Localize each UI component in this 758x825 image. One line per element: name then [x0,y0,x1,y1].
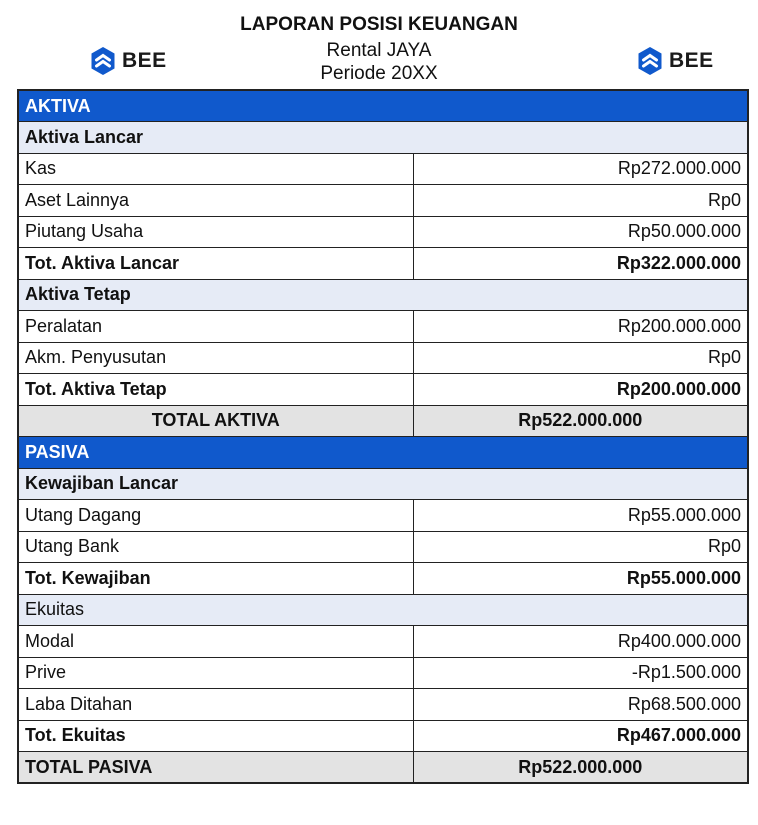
section-label: AKTIVA [18,90,748,122]
table-row [18,216,748,248]
row-label: Aset Lainnya [18,185,413,217]
row-label: Piutang Usaha [18,216,413,248]
table-row [18,657,748,689]
subtotal-row [18,248,748,280]
subtotal-row [18,374,748,406]
report-title: LAPORAN POSISI KEUANGAN [240,14,518,35]
subtotal-value: Rp322.000.000 [413,248,748,280]
section-aktiva [18,90,748,122]
table-row [18,689,748,721]
table-row [18,500,748,532]
report-header [0,0,758,90]
table-row [18,311,748,343]
table-row [18,185,748,217]
row-value: Rp0 [413,531,748,563]
subtotal-value: Rp55.000.000 [413,563,748,595]
row-value: Rp68.500.000 [413,689,748,721]
subtotal-label: Tot. Aktiva Tetap [18,374,413,406]
subtotal-value: Rp200.000.000 [413,374,748,406]
bee-shield-icon [637,46,663,76]
group-aktiva-lancar [18,122,748,154]
section-label: PASIVA [18,437,748,469]
grand-total-label: TOTAL AKTIVA [18,405,413,437]
row-label: Peralatan [18,311,413,343]
subtotal-row [18,720,748,752]
group-label: Aktiva Tetap [18,279,748,311]
row-value: Rp272.000.000 [413,153,748,185]
table-row [18,626,748,658]
row-value: Rp200.000.000 [413,311,748,343]
row-label: Laba Ditahan [18,689,413,721]
table-row [18,153,748,185]
grand-total-pasiva [18,752,748,784]
section-pasiva [18,437,748,469]
grand-total-value: Rp522.000.000 [413,752,748,784]
table-row [18,531,748,563]
subtotal-label: Tot. Aktiva Lancar [18,248,413,280]
group-kewajiban-lancar [18,468,748,500]
row-label: Prive [18,657,413,689]
row-value: -Rp1.500.000 [413,657,748,689]
balance-sheet-table [17,89,749,784]
logo-text: BEE [122,49,167,72]
row-value: Rp0 [413,185,748,217]
row-label: Akm. Penyusutan [18,342,413,374]
group-label: Ekuitas [18,594,748,626]
subtotal-row [18,563,748,595]
group-label: Aktiva Lancar [18,122,748,154]
row-label: Utang Dagang [18,500,413,532]
group-label: Kewajiban Lancar [18,468,748,500]
group-aktiva-tetap [18,279,748,311]
row-label: Kas [18,153,413,185]
logo-text: BEE [669,49,714,72]
report-period: Periode 20XX [320,63,438,84]
subtotal-label: Tot. Kewajiban [18,563,413,595]
row-value: Rp0 [413,342,748,374]
row-value: Rp400.000.000 [413,626,748,658]
bee-logo-right [637,46,714,76]
table-row [18,342,748,374]
grand-total-aktiva [18,405,748,437]
company-name: Rental JAYA [326,40,432,61]
subtotal-value: Rp467.000.000 [413,720,748,752]
subtotal-label: Tot. Ekuitas [18,720,413,752]
row-label: Modal [18,626,413,658]
row-value: Rp50.000.000 [413,216,748,248]
grand-total-value: Rp522.000.000 [413,405,748,437]
group-ekuitas [18,594,748,626]
row-value: Rp55.000.000 [413,500,748,532]
grand-total-label: TOTAL PASIVA [18,752,413,784]
row-label: Utang Bank [18,531,413,563]
